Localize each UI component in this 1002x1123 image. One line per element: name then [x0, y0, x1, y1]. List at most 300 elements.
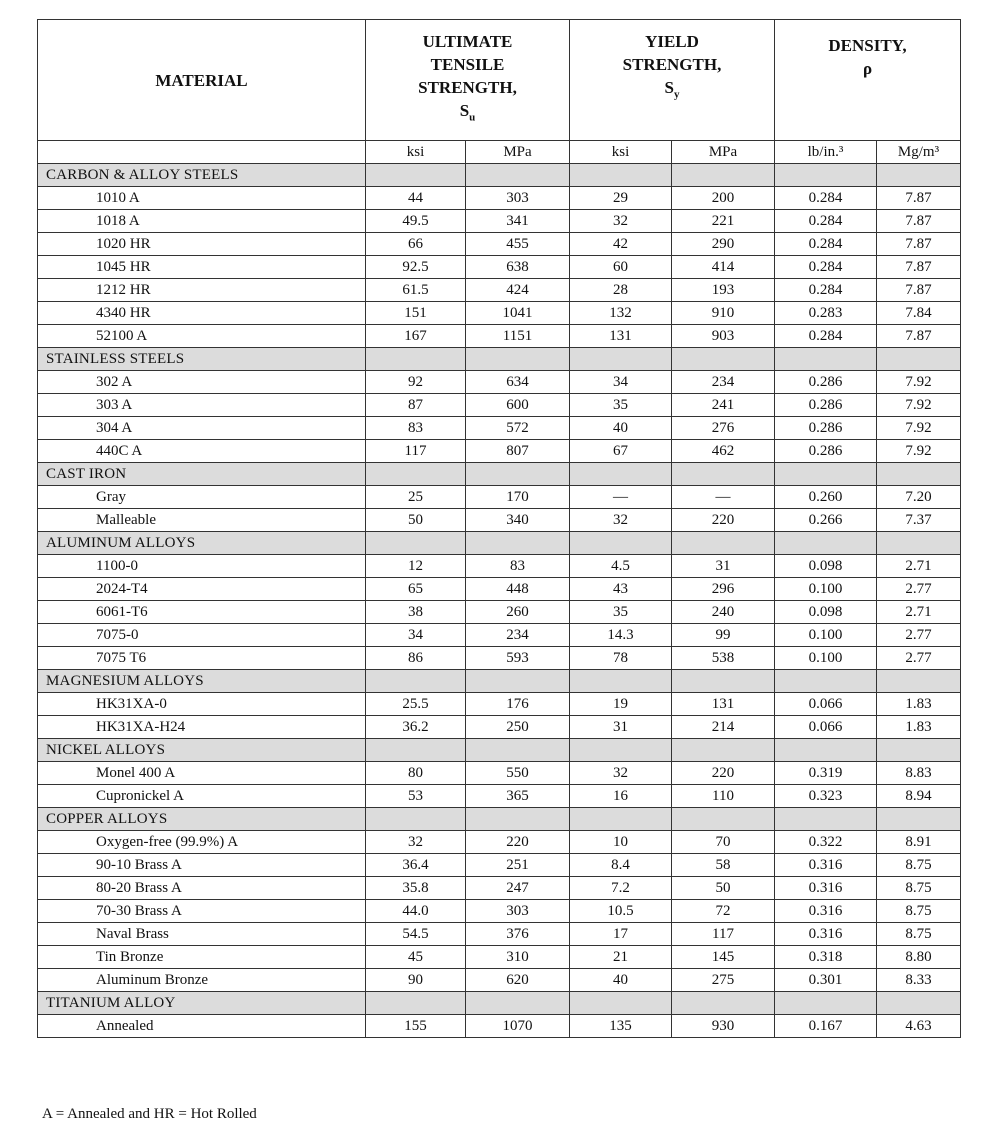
cell-uts-ksi: 65 — [366, 578, 466, 601]
cell-yield-mpa: — — [672, 486, 775, 509]
table-row — [38, 877, 961, 900]
table-row — [38, 578, 961, 601]
header-density: DENSITY, ρ — [775, 20, 961, 141]
category-row — [38, 532, 961, 555]
cell-yield-ksi: 8.4 — [570, 854, 672, 877]
cell-density-metric: 8.80 — [877, 946, 961, 969]
unit-density-imperial: lb/in.³ — [775, 141, 877, 164]
cell-yield-ksi: 32 — [570, 210, 672, 233]
cell-yield-ksi: 16 — [570, 785, 672, 808]
material-name-cell: HK31XA-0 — [38, 693, 366, 716]
category-empty-cell — [570, 463, 672, 486]
cell-yield-ksi: 35 — [570, 601, 672, 624]
category-label: ALUMINUM ALLOYS — [38, 532, 366, 555]
table-row — [38, 371, 961, 394]
header-yield-strength: YIELD STRENGTH, $S_y$ — [570, 20, 775, 141]
material-name-cell: Oxygen-free (99.9%) A — [38, 831, 366, 854]
cell-uts-mpa: 303 — [466, 187, 570, 210]
category-row — [38, 670, 961, 693]
category-empty-cell — [775, 164, 877, 187]
cell-yield-ksi: 135 — [570, 1015, 672, 1038]
table-row — [38, 1015, 961, 1038]
category-row — [38, 164, 961, 187]
category-label: CAST IRON — [38, 463, 366, 486]
cell-yield-ksi: 14.3 — [570, 624, 672, 647]
cell-yield-mpa: 220 — [672, 509, 775, 532]
cell-yield-mpa: 234 — [672, 371, 775, 394]
table-row — [38, 486, 961, 509]
category-row — [38, 739, 961, 762]
table-row — [38, 233, 961, 256]
table-row — [38, 394, 961, 417]
cell-density-imperial: 0.266 — [775, 509, 877, 532]
material-name-cell: 1100-0 — [38, 555, 366, 578]
material-name-cell: 1212 HR — [38, 279, 366, 302]
category-empty-cell — [570, 348, 672, 371]
cell-density-imperial: 0.286 — [775, 417, 877, 440]
header-ultimate-tensile-strength: ULTIMATE TENSILE STRENGTH, $S_u$ — [366, 20, 570, 141]
category-empty-cell — [466, 348, 570, 371]
category-empty-cell — [570, 739, 672, 762]
cell-uts-ksi: 38 — [366, 601, 466, 624]
cell-yield-ksi: 67 — [570, 440, 672, 463]
cell-density-imperial: 0.284 — [775, 256, 877, 279]
symbol-su: $S_u$ — [459, 101, 476, 124]
cell-uts-mpa: 365 — [466, 785, 570, 808]
material-name-cell: Annealed — [38, 1015, 366, 1038]
cell-yield-mpa: 276 — [672, 417, 775, 440]
material-name-cell: 6061-T6 — [38, 601, 366, 624]
cell-density-imperial: 0.167 — [775, 1015, 877, 1038]
cell-density-metric: 1.83 — [877, 693, 961, 716]
table-row — [38, 762, 961, 785]
cell-yield-ksi: 42 — [570, 233, 672, 256]
cell-uts-mpa: 260 — [466, 601, 570, 624]
cell-uts-ksi: 34 — [366, 624, 466, 647]
cell-uts-ksi: 36.2 — [366, 716, 466, 739]
cell-yield-ksi: 17 — [570, 923, 672, 946]
cell-density-imperial: 0.100 — [775, 578, 877, 601]
category-label: STAINLESS STEELS — [38, 348, 366, 371]
cell-uts-mpa: 340 — [466, 509, 570, 532]
cell-yield-ksi: 10 — [570, 831, 672, 854]
cell-uts-ksi: 167 — [366, 325, 466, 348]
cell-yield-ksi: 35 — [570, 394, 672, 417]
category-empty-cell — [877, 992, 961, 1015]
unit-yield-ksi: ksi — [570, 141, 672, 164]
cell-uts-ksi: 87 — [366, 394, 466, 417]
table-row — [38, 716, 961, 739]
cell-yield-ksi: 29 — [570, 187, 672, 210]
cell-density-metric: 8.33 — [877, 969, 961, 992]
table-row — [38, 256, 961, 279]
cell-uts-mpa: 550 — [466, 762, 570, 785]
cell-density-metric: 7.87 — [877, 233, 961, 256]
unit-yield-mpa: MPa — [672, 141, 775, 164]
cell-density-imperial: 0.323 — [775, 785, 877, 808]
category-label: NICKEL ALLOYS — [38, 739, 366, 762]
material-name-cell: 52100 A — [38, 325, 366, 348]
cell-density-imperial: 0.322 — [775, 831, 877, 854]
cell-yield-ksi: 40 — [570, 969, 672, 992]
material-name-cell: Aluminum Bronze — [38, 969, 366, 992]
cell-uts-mpa: 310 — [466, 946, 570, 969]
cell-density-imperial: 0.098 — [775, 555, 877, 578]
cell-density-metric: 7.87 — [877, 325, 961, 348]
cell-yield-mpa: 145 — [672, 946, 775, 969]
category-empty-cell — [877, 348, 961, 371]
cell-uts-mpa: 620 — [466, 969, 570, 992]
category-empty-cell — [672, 532, 775, 555]
table-row — [38, 647, 961, 670]
table-row — [38, 325, 961, 348]
cell-uts-mpa: 448 — [466, 578, 570, 601]
category-empty-cell — [672, 808, 775, 831]
category-empty-cell — [366, 532, 466, 555]
table-row — [38, 785, 961, 808]
cell-yield-mpa: 200 — [672, 187, 775, 210]
cell-density-imperial: 0.066 — [775, 716, 877, 739]
cell-yield-mpa: 117 — [672, 923, 775, 946]
header-material: MATERIAL — [38, 20, 366, 141]
material-name-cell: 1010 A — [38, 187, 366, 210]
cell-density-metric: 2.71 — [877, 601, 961, 624]
category-empty-cell — [570, 670, 672, 693]
category-empty-cell — [366, 670, 466, 693]
cell-uts-ksi: 90 — [366, 969, 466, 992]
cell-density-imperial: 0.100 — [775, 647, 877, 670]
cell-density-imperial: 0.066 — [775, 693, 877, 716]
table-body — [38, 164, 961, 1038]
material-name-cell: Tin Bronze — [38, 946, 366, 969]
cell-uts-ksi: 25 — [366, 486, 466, 509]
cell-yield-mpa: 241 — [672, 394, 775, 417]
category-empty-cell — [672, 992, 775, 1015]
cell-yield-mpa: 275 — [672, 969, 775, 992]
cell-yield-mpa: 903 — [672, 325, 775, 348]
cell-density-imperial: 0.318 — [775, 946, 877, 969]
cell-yield-ksi: 78 — [570, 647, 672, 670]
cell-uts-ksi: 49.5 — [366, 210, 466, 233]
table-row — [38, 302, 961, 325]
material-name-cell: 303 A — [38, 394, 366, 417]
table-row — [38, 440, 961, 463]
cell-uts-mpa: 1041 — [466, 302, 570, 325]
cell-density-imperial: 0.286 — [775, 440, 877, 463]
table-row — [38, 210, 961, 233]
cell-yield-ksi: 31 — [570, 716, 672, 739]
cell-uts-ksi: 32 — [366, 831, 466, 854]
footnote: A = Annealed and HR = Hot Rolled — [42, 1106, 257, 1122]
cell-density-metric: 7.84 — [877, 302, 961, 325]
category-label: TITANIUM ALLOY — [38, 992, 366, 1015]
table-row — [38, 279, 961, 302]
material-name-cell: HK31XA-H24 — [38, 716, 366, 739]
category-empty-cell — [775, 992, 877, 1015]
cell-uts-mpa: 176 — [466, 693, 570, 716]
cell-density-metric: 7.87 — [877, 279, 961, 302]
category-label: COPPER ALLOYS — [38, 808, 366, 831]
table-row — [38, 854, 961, 877]
table-row — [38, 601, 961, 624]
category-empty-cell — [775, 348, 877, 371]
category-empty-cell — [672, 739, 775, 762]
cell-density-metric: 8.75 — [877, 854, 961, 877]
cell-yield-ksi: — — [570, 486, 672, 509]
table-row — [38, 946, 961, 969]
cell-density-imperial: 0.284 — [775, 233, 877, 256]
category-empty-cell — [366, 992, 466, 1015]
cell-density-imperial: 0.284 — [775, 325, 877, 348]
category-empty-cell — [570, 992, 672, 1015]
cell-yield-mpa: 31 — [672, 555, 775, 578]
cell-density-metric: 8.83 — [877, 762, 961, 785]
cell-yield-ksi: 43 — [570, 578, 672, 601]
category-empty-cell — [775, 808, 877, 831]
material-name-cell: 70-30 Brass A — [38, 900, 366, 923]
cell-uts-mpa: 234 — [466, 624, 570, 647]
cell-uts-mpa: 1070 — [466, 1015, 570, 1038]
category-label: MAGNESIUM ALLOYS — [38, 670, 366, 693]
category-empty-cell — [570, 808, 672, 831]
cell-yield-mpa: 240 — [672, 601, 775, 624]
category-empty-cell — [366, 164, 466, 187]
cell-density-metric: 2.77 — [877, 578, 961, 601]
cell-yield-mpa: 70 — [672, 831, 775, 854]
category-row — [38, 808, 961, 831]
category-empty-cell — [366, 739, 466, 762]
material-name-cell: 1045 HR — [38, 256, 366, 279]
cell-density-imperial: 0.301 — [775, 969, 877, 992]
cell-density-metric: 2.77 — [877, 647, 961, 670]
cell-density-imperial: 0.286 — [775, 371, 877, 394]
cell-uts-ksi: 12 — [366, 555, 466, 578]
material-name-cell: 4340 HR — [38, 302, 366, 325]
category-empty-cell — [877, 164, 961, 187]
cell-density-metric: 7.92 — [877, 371, 961, 394]
cell-uts-ksi: 117 — [366, 440, 466, 463]
unit-uts-mpa: MPa — [466, 141, 570, 164]
category-empty-cell — [366, 808, 466, 831]
cell-uts-ksi: 44.0 — [366, 900, 466, 923]
cell-density-metric: 7.87 — [877, 187, 961, 210]
cell-density-imperial: 0.316 — [775, 900, 877, 923]
cell-density-metric: 7.92 — [877, 440, 961, 463]
material-properties-sheet — [37, 19, 961, 1038]
material-name-cell: 90-10 Brass A — [38, 854, 366, 877]
cell-uts-ksi: 80 — [366, 762, 466, 785]
category-empty-cell — [466, 670, 570, 693]
units-row — [38, 141, 961, 164]
cell-yield-mpa: 221 — [672, 210, 775, 233]
cell-uts-mpa: 303 — [466, 900, 570, 923]
cell-uts-ksi: 25.5 — [366, 693, 466, 716]
category-empty-cell — [877, 739, 961, 762]
cell-density-metric: 2.71 — [877, 555, 961, 578]
cell-density-metric: 7.37 — [877, 509, 961, 532]
category-empty-cell — [877, 808, 961, 831]
cell-density-imperial: 0.284 — [775, 279, 877, 302]
cell-uts-mpa: 341 — [466, 210, 570, 233]
cell-yield-mpa: 58 — [672, 854, 775, 877]
cell-density-metric: 7.87 — [877, 210, 961, 233]
cell-yield-mpa: 214 — [672, 716, 775, 739]
cell-yield-ksi: 28 — [570, 279, 672, 302]
cell-density-metric: 8.75 — [877, 900, 961, 923]
cell-yield-mpa: 910 — [672, 302, 775, 325]
category-empty-cell — [466, 808, 570, 831]
cell-density-metric: 2.77 — [877, 624, 961, 647]
cell-density-metric: 8.75 — [877, 923, 961, 946]
material-name-cell: Malleable — [38, 509, 366, 532]
category-empty-cell — [672, 463, 775, 486]
cell-density-metric: 8.91 — [877, 831, 961, 854]
table-row — [38, 923, 961, 946]
category-row — [38, 348, 961, 371]
material-properties-table — [37, 19, 961, 1038]
table-row — [38, 693, 961, 716]
cell-uts-ksi: 36.4 — [366, 854, 466, 877]
category-empty-cell — [672, 348, 775, 371]
cell-yield-ksi: 10.5 — [570, 900, 672, 923]
category-row — [38, 992, 961, 1015]
category-empty-cell — [466, 992, 570, 1015]
unit-density-metric: Mg/m³ — [877, 141, 961, 164]
cell-yield-ksi: 34 — [570, 371, 672, 394]
table-row — [38, 417, 961, 440]
cell-yield-mpa: 930 — [672, 1015, 775, 1038]
material-name-cell: Gray — [38, 486, 366, 509]
cell-uts-ksi: 92.5 — [366, 256, 466, 279]
category-empty-cell — [570, 164, 672, 187]
material-name-cell: 1020 HR — [38, 233, 366, 256]
cell-density-imperial: 0.319 — [775, 762, 877, 785]
material-name-cell: Cupronickel A — [38, 785, 366, 808]
category-empty-cell — [775, 670, 877, 693]
cell-uts-ksi: 53 — [366, 785, 466, 808]
cell-yield-mpa: 538 — [672, 647, 775, 670]
cell-density-metric: 7.87 — [877, 256, 961, 279]
cell-density-metric: 1.83 — [877, 716, 961, 739]
material-name-cell: 2024-T4 — [38, 578, 366, 601]
cell-density-imperial: 0.316 — [775, 923, 877, 946]
cell-density-metric: 7.92 — [877, 417, 961, 440]
material-name-cell: Naval Brass — [38, 923, 366, 946]
cell-yield-mpa: 50 — [672, 877, 775, 900]
cell-density-imperial: 0.316 — [775, 854, 877, 877]
cell-uts-ksi: 61.5 — [366, 279, 466, 302]
cell-yield-mpa: 72 — [672, 900, 775, 923]
cell-uts-mpa: 251 — [466, 854, 570, 877]
cell-uts-ksi: 83 — [366, 417, 466, 440]
cell-density-imperial: 0.100 — [775, 624, 877, 647]
cell-density-imperial: 0.260 — [775, 486, 877, 509]
cell-uts-mpa: 807 — [466, 440, 570, 463]
cell-yield-mpa: 296 — [672, 578, 775, 601]
cell-yield-mpa: 220 — [672, 762, 775, 785]
cell-yield-mpa: 462 — [672, 440, 775, 463]
cell-uts-ksi: 151 — [366, 302, 466, 325]
cell-yield-ksi: 7.2 — [570, 877, 672, 900]
cell-uts-ksi: 50 — [366, 509, 466, 532]
cell-uts-mpa: 376 — [466, 923, 570, 946]
cell-yield-mpa: 290 — [672, 233, 775, 256]
cell-uts-mpa: 247 — [466, 877, 570, 900]
category-row — [38, 463, 961, 486]
material-name-cell: 302 A — [38, 371, 366, 394]
cell-yield-ksi: 132 — [570, 302, 672, 325]
table-row — [38, 187, 961, 210]
category-empty-cell — [466, 164, 570, 187]
cell-uts-mpa: 638 — [466, 256, 570, 279]
cell-uts-ksi: 44 — [366, 187, 466, 210]
cell-uts-ksi: 92 — [366, 371, 466, 394]
category-empty-cell — [877, 463, 961, 486]
table-row — [38, 969, 961, 992]
cell-uts-mpa: 600 — [466, 394, 570, 417]
cell-yield-mpa: 110 — [672, 785, 775, 808]
category-empty-cell — [570, 532, 672, 555]
cell-uts-mpa: 220 — [466, 831, 570, 854]
cell-density-imperial: 0.284 — [775, 187, 877, 210]
cell-uts-mpa: 424 — [466, 279, 570, 302]
table-row — [38, 831, 961, 854]
category-empty-cell — [466, 532, 570, 555]
material-name-cell: 7075 T6 — [38, 647, 366, 670]
cell-density-metric: 7.20 — [877, 486, 961, 509]
category-empty-cell — [366, 348, 466, 371]
units-blank — [38, 141, 366, 164]
cell-yield-mpa: 414 — [672, 256, 775, 279]
category-empty-cell — [775, 739, 877, 762]
cell-yield-ksi: 32 — [570, 509, 672, 532]
category-label: CARBON & ALLOY STEELS — [38, 164, 366, 187]
table-row — [38, 555, 961, 578]
category-empty-cell — [877, 670, 961, 693]
cell-yield-ksi: 131 — [570, 325, 672, 348]
category-empty-cell — [672, 670, 775, 693]
cell-uts-ksi: 155 — [366, 1015, 466, 1038]
cell-density-imperial: 0.284 — [775, 210, 877, 233]
cell-density-metric: 4.63 — [877, 1015, 961, 1038]
cell-uts-ksi: 66 — [366, 233, 466, 256]
cell-uts-ksi: 35.8 — [366, 877, 466, 900]
cell-uts-ksi: 54.5 — [366, 923, 466, 946]
cell-uts-mpa: 250 — [466, 716, 570, 739]
category-empty-cell — [672, 164, 775, 187]
cell-uts-mpa: 634 — [466, 371, 570, 394]
material-name-cell: 80-20 Brass A — [38, 877, 366, 900]
cell-density-imperial: 0.283 — [775, 302, 877, 325]
cell-uts-ksi: 45 — [366, 946, 466, 969]
category-empty-cell — [466, 739, 570, 762]
cell-yield-ksi: 32 — [570, 762, 672, 785]
cell-density-metric: 7.92 — [877, 394, 961, 417]
symbol-sy: $S_y$ — [664, 78, 680, 101]
material-name-cell: 440C A — [38, 440, 366, 463]
material-name-cell: Monel 400 A — [38, 762, 366, 785]
cell-uts-mpa: 455 — [466, 233, 570, 256]
cell-yield-mpa: 131 — [672, 693, 775, 716]
material-name-cell: 1018 A — [38, 210, 366, 233]
cell-yield-ksi: 40 — [570, 417, 672, 440]
cell-density-imperial: 0.098 — [775, 601, 877, 624]
cell-density-imperial: 0.316 — [775, 877, 877, 900]
cell-density-metric: 8.94 — [877, 785, 961, 808]
category-empty-cell — [466, 463, 570, 486]
unit-uts-ksi: ksi — [366, 141, 466, 164]
cell-yield-ksi: 19 — [570, 693, 672, 716]
